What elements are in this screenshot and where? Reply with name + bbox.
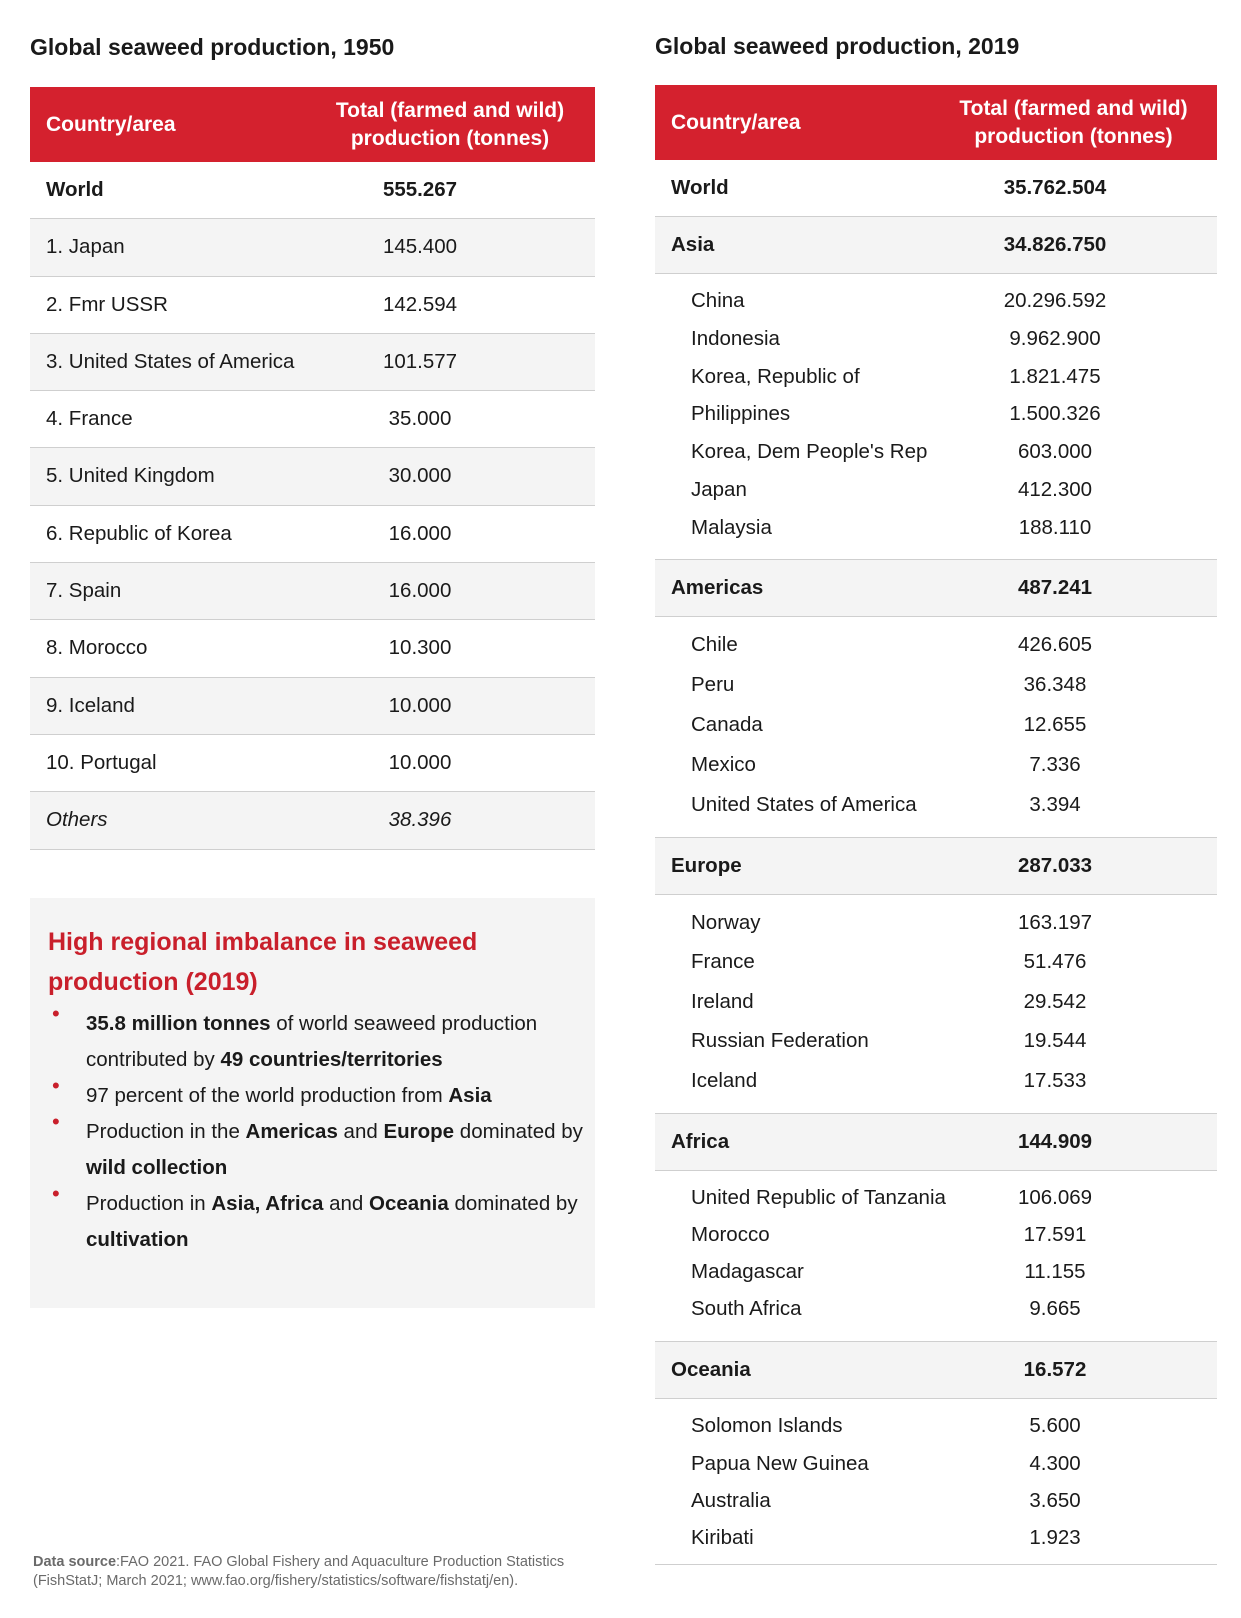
bullet-text: wild collection bbox=[86, 1156, 228, 1179]
country-row bbox=[655, 942, 1217, 982]
country-name: Iceland bbox=[691, 1068, 758, 1092]
country-value: 5.600 bbox=[1029, 1414, 1081, 1438]
country-name: United Republic of Tanzania bbox=[691, 1185, 946, 1209]
country-row bbox=[655, 903, 1217, 943]
region-value: 487.241 bbox=[1017, 575, 1093, 599]
callout-bullet bbox=[30, 1073, 590, 1114]
header-total-production: Total (farmed and wild) production (tonnes) bbox=[335, 99, 565, 150]
country-row bbox=[655, 320, 1217, 358]
bullet-text: 49 countries/territories bbox=[220, 1048, 443, 1071]
country-name: Korea, Dem People's Rep bbox=[691, 440, 928, 464]
country-name: Philippines bbox=[691, 402, 791, 426]
table-row bbox=[30, 448, 595, 505]
region-name: Asia bbox=[671, 233, 715, 256]
table-row bbox=[30, 506, 595, 563]
row-name: 10. Portugal bbox=[46, 750, 157, 774]
row-name: World bbox=[671, 176, 729, 199]
country-name: Chile bbox=[691, 632, 738, 656]
country-name: Korea, Republic of bbox=[691, 364, 860, 388]
country-name: Solomon Islands bbox=[691, 1414, 843, 1438]
country-name: Papua New Guinea bbox=[691, 1451, 869, 1475]
bullet-text: Americas bbox=[245, 1120, 338, 1143]
country-value: 3.650 bbox=[1029, 1488, 1081, 1512]
row-name: 3. United States of America bbox=[46, 349, 295, 373]
bullet-text: dominated by bbox=[454, 1120, 583, 1143]
bullet-text: Asia, Africa bbox=[211, 1192, 324, 1215]
table-2019-title: Global seaweed production, 2019 bbox=[655, 33, 1020, 59]
country-name: Russian Federation bbox=[691, 1029, 869, 1053]
region-row bbox=[655, 1342, 1217, 1399]
country-value: 19.544 bbox=[1023, 1029, 1087, 1053]
country-row bbox=[655, 1253, 1217, 1290]
bullet-dot-icon: • bbox=[52, 1181, 60, 1206]
callout-bullet bbox=[30, 1181, 590, 1258]
country-value: 1.923 bbox=[1029, 1526, 1081, 1550]
country-value: 12.655 bbox=[1023, 712, 1087, 736]
data-source-note bbox=[33, 1553, 633, 1591]
region-value: 144.909 bbox=[1017, 1129, 1093, 1153]
table-2019-body bbox=[655, 160, 1217, 1565]
bullet-text: Production in bbox=[86, 1192, 212, 1215]
country-row bbox=[655, 358, 1217, 396]
country-row bbox=[655, 1407, 1217, 1444]
table-row bbox=[30, 563, 595, 620]
country-row bbox=[655, 433, 1217, 471]
region-name: Americas bbox=[671, 575, 764, 599]
row-value: 145.400 bbox=[382, 235, 458, 259]
bullet-dot-icon: • bbox=[52, 1073, 60, 1098]
row-name: 9. Iceland bbox=[46, 693, 135, 717]
country-value: 9.962.900 bbox=[1009, 326, 1101, 350]
row-value: 35.762.504 bbox=[1003, 176, 1107, 199]
country-row bbox=[655, 1290, 1217, 1327]
country-row bbox=[655, 1519, 1217, 1556]
country-value: 106.069 bbox=[1017, 1185, 1093, 1209]
row-value: 10.000 bbox=[388, 693, 452, 717]
table-row bbox=[30, 334, 595, 391]
country-row bbox=[655, 1445, 1217, 1482]
table-row bbox=[30, 792, 595, 849]
header-country-area: Country/area bbox=[46, 113, 176, 136]
country-value: 426.605 bbox=[1017, 632, 1093, 656]
header-total-production: Total (farmed and wild) production (tonnes) bbox=[959, 97, 1188, 148]
country-row bbox=[655, 1061, 1217, 1101]
country-value: 3.394 bbox=[1029, 792, 1081, 816]
country-name: Madagascar bbox=[691, 1259, 804, 1283]
region-name: Oceania bbox=[671, 1358, 751, 1382]
bullet-text: 97 percent of the world production from bbox=[86, 1084, 449, 1107]
row-value: 10.000 bbox=[388, 750, 452, 774]
country-row bbox=[655, 625, 1217, 665]
region-row bbox=[655, 217, 1217, 274]
country-name: Norway bbox=[691, 910, 761, 934]
bullet-text: Europe bbox=[383, 1120, 455, 1143]
bullet-text: and bbox=[337, 1120, 384, 1143]
table-row bbox=[30, 391, 595, 448]
callout-bullet bbox=[30, 1001, 590, 1078]
country-name: Ireland bbox=[691, 989, 754, 1013]
imbalance-callout bbox=[30, 898, 595, 1308]
row-value: 35.000 bbox=[388, 407, 452, 431]
row-name: 8. Morocco bbox=[46, 636, 148, 660]
bullet-text: 35.8 million tonnes bbox=[86, 1012, 271, 1035]
bullet-text: of world seaweed production contributed by bbox=[86, 1012, 538, 1071]
country-row bbox=[655, 1179, 1217, 1216]
callout-bullet-list bbox=[30, 1001, 590, 1258]
country-row bbox=[655, 471, 1217, 509]
country-name: Morocco bbox=[691, 1222, 770, 1246]
country-row bbox=[655, 705, 1217, 745]
table-row bbox=[30, 162, 595, 219]
country-value: 17.591 bbox=[1023, 1222, 1087, 1246]
bullet-text: and bbox=[323, 1192, 370, 1215]
country-value: 20.296.592 bbox=[1003, 289, 1107, 312]
row-name: 2. Fmr USSR bbox=[46, 292, 168, 316]
row-name: Others bbox=[46, 808, 108, 832]
region-value: 34.826.750 bbox=[1003, 233, 1107, 256]
table-1950-title: Global seaweed production, 1950 bbox=[30, 34, 395, 60]
country-row bbox=[655, 282, 1217, 320]
country-value: 603.000 bbox=[1017, 440, 1093, 464]
country-group bbox=[655, 895, 1217, 1114]
row-value: 142.594 bbox=[382, 292, 458, 316]
country-value: 1.500.326 bbox=[1009, 402, 1101, 426]
bullet-text: dominated by bbox=[448, 1192, 578, 1215]
country-group bbox=[655, 274, 1217, 560]
region-value: 16.572 bbox=[1023, 1358, 1087, 1382]
country-value: 29.542 bbox=[1023, 989, 1087, 1013]
table-row bbox=[30, 620, 595, 677]
bullet-dot-icon: • bbox=[52, 1001, 60, 1026]
country-value: 36.348 bbox=[1023, 672, 1087, 696]
row-value: 555.267 bbox=[382, 178, 458, 201]
country-row bbox=[655, 1021, 1217, 1061]
region-value: 287.033 bbox=[1017, 853, 1093, 877]
row-value: 30.000 bbox=[388, 464, 452, 488]
row-value: 16.000 bbox=[388, 521, 452, 545]
country-row bbox=[655, 785, 1217, 825]
country-name: United States of America bbox=[691, 792, 917, 816]
country-name: Peru bbox=[691, 672, 735, 696]
region-row bbox=[655, 838, 1217, 895]
country-value: 412.300 bbox=[1017, 477, 1093, 501]
bullet-text: cultivation bbox=[86, 1228, 189, 1251]
row-value: 38.396 bbox=[388, 808, 452, 832]
country-row bbox=[655, 1216, 1217, 1253]
row-name: 7. Spain bbox=[46, 579, 122, 603]
country-value: 163.197 bbox=[1017, 910, 1093, 934]
region-name: Europe bbox=[671, 853, 742, 877]
country-value: 17.533 bbox=[1023, 1068, 1087, 1092]
callout-bullet bbox=[30, 1109, 590, 1186]
country-name: Indonesia bbox=[691, 326, 780, 350]
row-name: 5. United Kingdom bbox=[46, 464, 215, 488]
table-row bbox=[30, 219, 595, 276]
bullet-text: Oceania bbox=[369, 1192, 449, 1215]
country-row bbox=[655, 1482, 1217, 1519]
region-row bbox=[655, 560, 1217, 617]
callout-title: High regional imbalance in seaweed production (2019) bbox=[48, 928, 478, 996]
table-1950-header bbox=[30, 87, 595, 162]
country-value: 1.821.475 bbox=[1009, 364, 1101, 388]
country-row bbox=[655, 982, 1217, 1022]
country-value: 11.155 bbox=[1024, 1259, 1086, 1283]
country-name: Japan bbox=[691, 477, 747, 501]
table-row bbox=[30, 277, 595, 334]
country-row bbox=[655, 395, 1217, 433]
country-group bbox=[655, 617, 1217, 838]
row-name: World bbox=[46, 178, 104, 201]
country-name: Kiribati bbox=[691, 1526, 754, 1550]
row-name: 4. France bbox=[46, 407, 133, 431]
country-value: 188.110 bbox=[1018, 515, 1092, 539]
bullet-text: Production in the bbox=[86, 1120, 246, 1143]
country-value: 51.476 bbox=[1023, 950, 1087, 974]
country-value: 7.336 bbox=[1029, 752, 1081, 776]
country-row bbox=[655, 509, 1217, 547]
country-name: France bbox=[691, 950, 755, 974]
bullet-dot-icon: • bbox=[52, 1109, 60, 1134]
table-row bbox=[30, 678, 595, 735]
region-row bbox=[655, 1114, 1217, 1171]
country-name: Australia bbox=[691, 1488, 771, 1512]
row-value: 10.300 bbox=[388, 636, 452, 660]
data-source-text: :FAO 2021. FAO Global Fishery and Aquaculture Production Statistics (FishStatJ; March 2021; www.fao.org/fishery/statistics/software/fishstatj/en). bbox=[33, 1554, 565, 1589]
row-name: 1. Japan bbox=[46, 235, 125, 259]
country-name: China bbox=[691, 289, 745, 312]
country-value: 9.665 bbox=[1029, 1297, 1081, 1321]
country-name: Mexico bbox=[691, 752, 756, 776]
country-name: Malaysia bbox=[691, 515, 772, 539]
table-row bbox=[30, 735, 595, 792]
country-name: South Africa bbox=[691, 1297, 802, 1321]
region-name: Africa bbox=[671, 1129, 730, 1153]
world-total-row bbox=[655, 160, 1217, 217]
table-1950-body bbox=[30, 162, 595, 850]
country-row bbox=[655, 665, 1217, 705]
country-row bbox=[655, 745, 1217, 785]
country-group bbox=[655, 1171, 1217, 1343]
row-name: 6. Republic of Korea bbox=[46, 521, 232, 545]
country-group bbox=[655, 1399, 1217, 1565]
table-2019-header bbox=[655, 85, 1217, 160]
row-value: 16.000 bbox=[388, 579, 452, 603]
country-value: 4.300 bbox=[1029, 1451, 1081, 1475]
row-value: 101.577 bbox=[382, 349, 458, 373]
bullet-text: Asia bbox=[448, 1084, 492, 1107]
data-source-label: Data source bbox=[33, 1554, 117, 1570]
country-name: Canada bbox=[691, 712, 763, 736]
header-country-area: Country/area bbox=[671, 111, 801, 134]
